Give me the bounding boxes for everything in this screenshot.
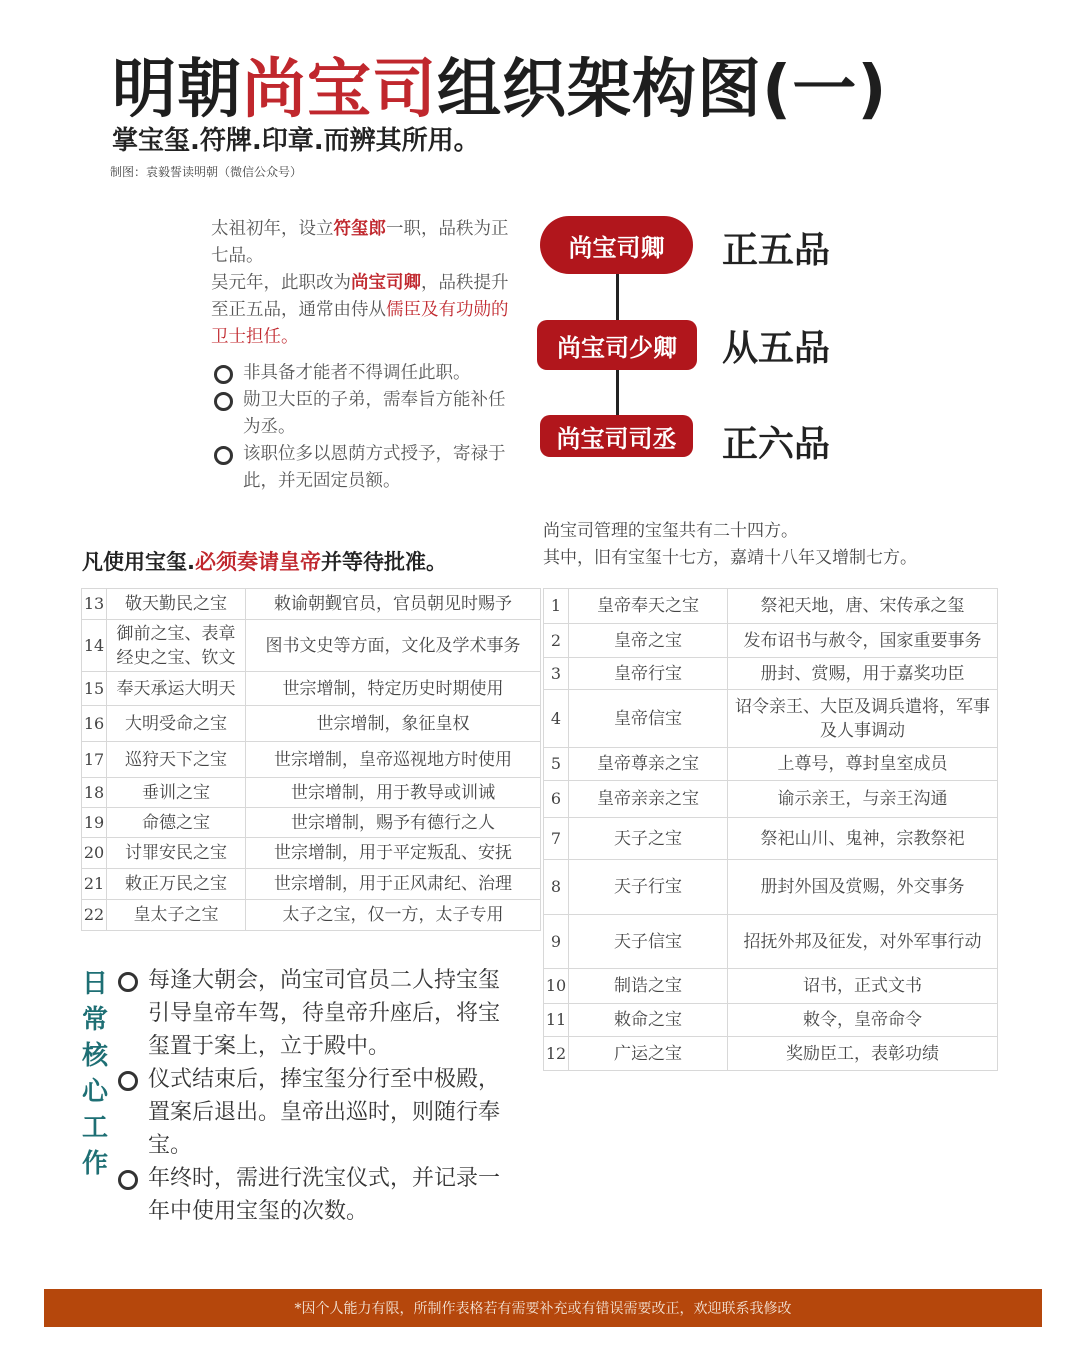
intro-text: [211, 216, 511, 351]
seal-number: 3: [544, 658, 569, 690]
seals-table-left: [81, 588, 541, 931]
seal-usage: 太子之宝，仅一方，太子专用: [246, 900, 541, 931]
seal-usage: 敕谕朝觐官员，官员朝见时赐予: [246, 589, 541, 620]
seal-number: 11: [544, 1004, 569, 1037]
title-highlight: 尚宝司: [242, 53, 437, 127]
circle-bullet-icon: [214, 365, 233, 384]
table-row: [544, 589, 998, 624]
seal-number: 13: [82, 589, 107, 620]
table-row: [82, 778, 541, 808]
table-row: [544, 969, 998, 1004]
intro-paragraph-2: 吴元年，此职改为尚宝司卿，品秩提升至正五品，通常由侍从儒臣及有功勋的卫士担任。: [211, 273, 509, 347]
seal-number: 2: [544, 624, 569, 658]
seal-name: 垂训之宝: [107, 778, 246, 808]
seal-number: 22: [82, 900, 107, 931]
intro-paragraph-1: 太祖初年，设立符玺郎一职，品秩为正七品。: [211, 219, 509, 266]
footer-note: *因个人能力有限，所制作表格若有需要补充或有错误需要改正，欢迎联系我修改: [44, 1289, 1042, 1327]
seal-usage: 诏令亲王、大臣及调兵遣将，军事及人事调动: [728, 690, 998, 748]
seal-usage: 世宗增制，用于正风肃纪、治理: [246, 869, 541, 900]
org-node-chief: 尚宝司卿: [540, 216, 693, 274]
seal-name: 讨罪安民之宝: [107, 838, 246, 869]
subtitle: 掌宝玺.符牌.印章.而辨其所用。: [112, 126, 480, 156]
seal-usage: 谕示亲王，与亲王沟通: [728, 781, 998, 818]
seal-name: 天子行宝: [569, 860, 728, 915]
seal-usage: 祭祀山川、鬼神，宗教祭祀: [728, 818, 998, 860]
usage-rule-heading: 凡使用宝玺.必须奏请皇帝并等待批准。: [82, 550, 447, 574]
seal-number: 21: [82, 869, 107, 900]
seal-name: 皇帝之宝: [569, 624, 728, 658]
table-row: [82, 672, 541, 706]
seal-name: 天子信宝: [569, 915, 728, 969]
table-row: [544, 1037, 998, 1071]
circle-bullet-icon: [118, 972, 138, 992]
circle-bullet-icon: [118, 1170, 138, 1190]
seal-name: 敕正万民之宝: [107, 869, 246, 900]
rank-assistant: 正六品: [722, 424, 831, 465]
seal-name: 皇帝尊亲之宝: [569, 748, 728, 781]
title-post: 组织架构图(一): [437, 53, 888, 127]
seal-number: 5: [544, 748, 569, 781]
seal-name: 巡狩天下之宝: [107, 742, 246, 778]
seal-number: 6: [544, 781, 569, 818]
seal-name: 制诰之宝: [569, 969, 728, 1004]
table-row: [82, 808, 541, 838]
seal-number: 4: [544, 690, 569, 748]
table-row: [82, 869, 541, 900]
org-node-vice: 尚宝司少卿: [537, 320, 697, 370]
seal-name: 皇太子之宝: [107, 900, 246, 931]
circle-bullet-icon: [118, 1071, 138, 1091]
circle-bullet-icon: [214, 392, 233, 411]
seal-number: 14: [82, 620, 107, 672]
seal-number: 19: [82, 808, 107, 838]
seal-number: 7: [544, 818, 569, 860]
daily-duties-list: [118, 964, 503, 1228]
table-row: [82, 589, 541, 620]
seal-name: 奉天承运大明天: [107, 672, 246, 706]
seals-table-right: [543, 588, 998, 1071]
seal-usage: 册封外国及赏赐，外交事务: [728, 860, 998, 915]
seal-usage: 发布诏书与赦令，国家重要事务: [728, 624, 998, 658]
seal-usage: 世宗增制，用于平定叛乱、安抚: [246, 838, 541, 869]
seal-name: 御前之宝、表章经史之宝、钦文: [107, 620, 246, 672]
table-row: [544, 818, 998, 860]
list-item: 每逢大朝会，尚宝司官员二人持宝玺引导皇帝车驾，待皇帝升座后，将宝玺置于案上，立于殿中。: [118, 964, 503, 1063]
seal-usage: 世宗增制，象征皇权: [246, 706, 541, 742]
seal-name: 敕命之宝: [569, 1004, 728, 1037]
list-item: 该职位多以恩荫方式授予，寄禄于此，并无固定员额。: [211, 441, 511, 495]
seal-usage: 祭祀天地，唐、宋传承之玺: [728, 589, 998, 624]
seal-usage: 招抚外邦及征发，对外军事行动: [728, 915, 998, 969]
seal-number: 9: [544, 915, 569, 969]
seal-number: 17: [82, 742, 107, 778]
seal-usage: 世宗增制，赐予有德行之人: [246, 808, 541, 838]
seal-name: 皇帝奉天之宝: [569, 589, 728, 624]
daily-duties-title: 日常核心工作: [81, 969, 108, 1179]
circle-bullet-icon: [214, 446, 233, 465]
seal-usage: 敕令，皇帝命令: [728, 1004, 998, 1037]
seal-number: 10: [544, 969, 569, 1004]
seal-number: 8: [544, 860, 569, 915]
seal-number: 15: [82, 672, 107, 706]
seal-usage: 册封、赏赐，用于嘉奖功臣: [728, 658, 998, 690]
list-item: 勋卫大臣的子弟，需奉旨方能补任为丞。: [211, 387, 511, 441]
seal-number: 16: [82, 706, 107, 742]
org-connector: [616, 368, 619, 418]
table-row: [544, 860, 998, 915]
seal-usage: 图书文史等方面，文化及学术事务: [246, 620, 541, 672]
rank-vice: 从五品: [722, 328, 831, 369]
seal-name: 皇帝亲亲之宝: [569, 781, 728, 818]
title-pre: 明朝: [112, 53, 242, 127]
seal-usage: 诏书，正式文书: [728, 969, 998, 1004]
table-row: [544, 915, 998, 969]
seal-number: 20: [82, 838, 107, 869]
table-row: [82, 620, 541, 672]
seal-number: 18: [82, 778, 107, 808]
seal-count-note: 尚宝司管理的宝玺共有二十四方。 其中，旧有宝玺十七方，嘉靖十八年又增制七方。: [543, 521, 917, 568]
seal-name: 天子之宝: [569, 818, 728, 860]
table-row: [82, 742, 541, 778]
credit-line: 制图：袁毅誓读明朝（微信公众号）: [110, 165, 303, 179]
list-item: 非具备才能者不得调任此职。: [211, 360, 511, 387]
seal-number: 12: [544, 1037, 569, 1071]
list-item: 仪式结束后，捧宝玺分行至中极殿，置案后退出。皇帝出巡时，则随行奉宝。: [118, 1063, 503, 1162]
table-row: [544, 748, 998, 781]
seal-name: 皇帝信宝: [569, 690, 728, 748]
seal-number: 1: [544, 589, 569, 624]
table-row: [544, 658, 998, 690]
org-connector: [616, 270, 619, 325]
seal-usage: 上尊号，尊封皇室成员: [728, 748, 998, 781]
seal-name: 敬天勤民之宝: [107, 589, 246, 620]
table-row: [544, 781, 998, 818]
table-row: [544, 1004, 998, 1037]
table-row: [82, 900, 541, 931]
seal-usage: 世宗增制，皇帝巡视地方时使用: [246, 742, 541, 778]
table-row: [544, 624, 998, 658]
table-row: [82, 838, 541, 869]
table-row: [82, 706, 541, 742]
seal-usage: 世宗增制，特定历史时期使用: [246, 672, 541, 706]
table-row: [544, 690, 998, 748]
list-item: 年终时，需进行洗宝仪式，并记录一年中使用宝玺的次数。: [118, 1162, 503, 1228]
seal-name: 大明受命之宝: [107, 706, 246, 742]
seal-name: 皇帝行宝: [569, 658, 728, 690]
seal-usage: 奖励臣工，表彰功绩: [728, 1037, 998, 1071]
page-title: [112, 38, 888, 130]
seal-name: 命德之宝: [107, 808, 246, 838]
seal-usage: 世宗增制，用于教导或训诫: [246, 778, 541, 808]
org-node-assistant: 尚宝司司丞: [540, 415, 693, 457]
rank-chief: 正五品: [722, 230, 831, 271]
seal-name: 广运之宝: [569, 1037, 728, 1071]
requirement-list: [211, 360, 511, 495]
